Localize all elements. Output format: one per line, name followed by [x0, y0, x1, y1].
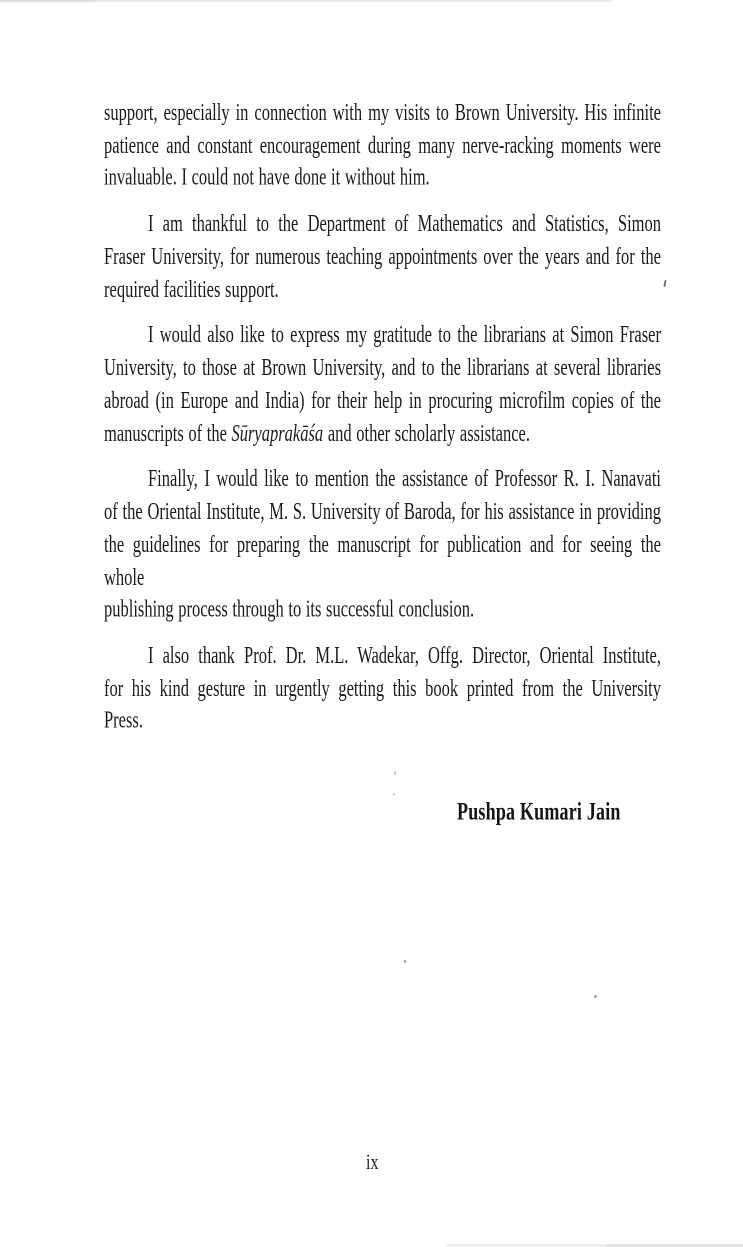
paragraph-support: [104, 96, 661, 194]
text-line: invaluable. I could not have done it without him.: [104, 162, 430, 192]
text-line: University, to those at Brown University, and to the librarians at several libraries: [104, 352, 661, 382]
scan-speck: [663, 280, 666, 287]
paragraph-nanavati-thanks: [104, 463, 661, 626]
book-title-italic: Sūryaprakāśa: [231, 417, 324, 447]
scan-speck: [404, 960, 406, 963]
text-line: of the Oriental Institute, M. S. University of Baroda, for his assistance in providing: [104, 496, 661, 526]
paragraph-wadekar-thanks: [104, 639, 661, 737]
scan-top-edge-artifact-dark: [0, 0, 95, 2]
text-line: [104, 416, 661, 449]
text-line: Fraser University, for numerous teaching appointments over the years and for the: [104, 241, 661, 270]
scan-speck: [594, 995, 597, 998]
text-line: abroad (in Europe and India) for their help in procuring microfilm copies of the: [104, 385, 661, 414]
paragraph-librarians-thanks: [104, 319, 661, 449]
page-number: ix: [366, 1151, 379, 1175]
text-line: support, especially in connection with my visits to Brown University. His infinite: [104, 97, 661, 126]
scan-top-edge-artifact: [0, 0, 612, 2]
author-signature: Pushpa Kumari Jain: [457, 797, 621, 825]
text-line: Finally, I would like to mention the assistance of Professor R. I. Nanavati: [148, 464, 661, 493]
text-line: I also thank Prof. Dr. M.L. Wadekar, Offg. Director, Oriental Institute,: [148, 640, 661, 670]
text-line: publishing process through to its successful conclusion.: [104, 594, 475, 623]
acknowledgements-text: [104, 96, 661, 737]
text-line: for his kind gesture in urgently getting this book printed from the University: [104, 673, 661, 702]
paragraph-department-thanks: [104, 207, 661, 305]
text-line: patience and constant encouragement during many nerve-racking moments were: [104, 130, 661, 159]
text-segment: manuscripts of the: [104, 417, 232, 447]
text-line: I would also like to express my gratitude to the librarians at Simon Fraser: [148, 320, 661, 349]
text-line: required facilities support.: [104, 274, 279, 303]
text-segment: and other scholarly assistance.: [323, 417, 530, 447]
text-line: Press.: [104, 705, 143, 735]
scan-speck: [393, 793, 395, 796]
text-line: the guidelines for preparing the manuscript for publication and for seeing the whole: [104, 529, 661, 591]
text-line: I am thankful to the Department of Mathematics and Statistics, Simon: [148, 208, 661, 238]
scan-speck: [394, 771, 396, 775]
